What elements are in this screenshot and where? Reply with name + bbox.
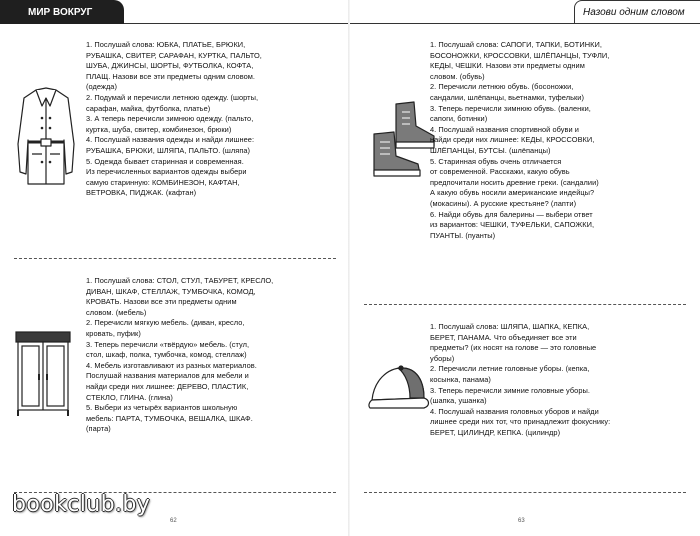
- text-line: КРОВАТЬ. Назови все эти предметы одним: [86, 297, 237, 307]
- text-line: 3. Теперь перечисли зимние головные уборы.: [430, 385, 590, 395]
- text-line: 3. Теперь перечисли «твёрдую» мебель. (стул,: [86, 339, 250, 349]
- text-line: БЕРЕТ, ЦИЛИНДР, КЕПКА. (цилиндр): [430, 427, 561, 437]
- watermark: bookclub.by: [12, 492, 151, 517]
- text-line: 4. Послушай названия головных уборов и найди: [430, 406, 599, 416]
- cap-icon: [368, 364, 432, 414]
- right-page: [350, 0, 700, 536]
- wardrobe-icon: [14, 330, 72, 418]
- text-line: предпочитали носить древние греки. (сандалии): [430, 177, 599, 187]
- text-line: от современной. Расскажи, какую обувь: [430, 167, 570, 177]
- section-divider: [364, 304, 686, 305]
- text-line: 2. Подумай и перечисли летнюю одежду. (шорты,: [86, 92, 259, 102]
- text-line: 1. Послушай слова: ЮБКА, ПЛАТЬЕ, БРЮКИ,: [86, 40, 246, 49]
- text-line: (мокасины). А русские крестьяне? (лапти): [430, 198, 577, 208]
- text-line: 3. Теперь перечисли зимнюю обувь. (валенки,: [430, 103, 591, 113]
- text-line: кровать, пуфик): [86, 328, 141, 338]
- section-divider: [364, 492, 686, 493]
- text-line: 4. Послушай названия спортивной обуви и: [430, 124, 579, 134]
- text-line: стол, шкаф, полка, тумбочка, комод, стеллаж): [86, 350, 247, 360]
- text-line: ПЛАЩ. Назови все эти предметы одним словом.: [86, 71, 256, 81]
- coat-icon: [14, 84, 78, 188]
- text-line: 1. Послушай слова: САПОГИ, ТАПКИ, БОТИНКИ,: [430, 40, 602, 49]
- text-line: 6. Найди обувь для балерины — выбери ответ: [430, 209, 593, 219]
- section-divider: [14, 258, 336, 259]
- text-line: 5. Выбери из четырёх вариантов школьную: [86, 403, 238, 413]
- text-line: ПУАНТЫ. (пуанты): [430, 230, 496, 240]
- text-line: лишнее среди них тот, что принадлежит фокуснику:: [430, 417, 611, 427]
- text-line: мебель: ПАРТА, ТУМБОЧКА, ВЕШАЛКА, ШКАФ.: [86, 413, 253, 423]
- text-line: РУБАШКА, СВИТЕР, САРАФАН, КУРТКА, ПАЛЬТО,: [86, 50, 262, 60]
- boots-icon: [366, 98, 438, 182]
- hats-exercises: [430, 322, 686, 439]
- text-line: БЕРЕТ, ПАНАМА. Что объединяет все эти: [430, 332, 577, 342]
- shoes-exercises: [430, 40, 686, 241]
- text-line: (шапка, ушанка): [430, 396, 487, 406]
- text-line: сарафан, майка, футболка, платье): [86, 103, 211, 113]
- text-line: ШЛЁПАНЦЫ, БУТСЫ. (шлёпанцы): [430, 145, 551, 155]
- text-line: 4. Мебель изготавливают из разных материалов.: [86, 360, 257, 370]
- text-line: 5. Одежда бывает старинная и современная.: [86, 156, 244, 166]
- left-header-rule: [124, 23, 350, 24]
- text-line: 2. Перечисли летнюю обувь. (босоножки,: [430, 82, 574, 92]
- text-line: словом. (обувь): [430, 71, 485, 81]
- clothes-exercises: [86, 40, 338, 199]
- text-line: 1. Послушай слова: ШЛЯПА, ШАПКА, КЕПКА,: [430, 322, 590, 331]
- text-line: 2. Перечисли мягкую мебель. (диван, кресло,: [86, 318, 245, 328]
- text-line: косынка, панама): [430, 374, 491, 384]
- text-line: найди среди них лишнее: КЕДЫ, КРОССОВКИ,: [430, 135, 595, 145]
- text-line: куртка, шуба, свитер, комбинезон, брюки): [86, 124, 232, 134]
- page-number: 62: [170, 518, 177, 524]
- text-line: 5. Старинная обувь очень отличается: [430, 156, 562, 166]
- text-line: 2. Перечисли летние головные уборы. (кепка,: [430, 364, 590, 374]
- text-line: (парта): [86, 424, 111, 434]
- text-line: СТЕКЛО, ГЛИНА. (глина): [86, 392, 173, 402]
- left-header: МИР ВОКРУГ: [0, 0, 124, 24]
- text-line: ВЕТРОВКА, ПИДЖАК. (кафтан): [86, 188, 197, 198]
- text-line: ДИВАН, ШКАФ, СТЕЛЛАЖ, ТУМБОЧКА, КОМОД,: [86, 286, 256, 296]
- right-header-rule: [350, 23, 574, 24]
- furniture-exercises: [86, 276, 338, 435]
- text-line: из вариантов: ЧЕШКИ, ТУФЕЛЬКИ, САПОЖКИ,: [430, 220, 595, 230]
- text-line: найди среди них лишнее: ДЕРЕВО, ПЛАСТИК,: [86, 381, 249, 391]
- text-line: (одежда): [86, 82, 117, 92]
- text-line: 3. А теперь перечисли зимнюю одежду. (пальто,: [86, 114, 254, 124]
- text-line: Из перечисленных вариантов одежды выбери: [86, 167, 247, 177]
- text-line: предметы? (их носят на голове — это головные: [430, 343, 597, 353]
- text-line: уборы): [430, 353, 455, 363]
- right-header: Назови одним словом: [574, 0, 700, 24]
- text-line: КЕДЫ, ЧЕШКИ. Назови эти предметы одним: [430, 61, 585, 71]
- text-line: 1. Послушай слова: СТОЛ, СТУЛ, ТАБУРЕТ, КРЕСЛО,: [86, 276, 274, 285]
- text-line: РУБАШКА, БРЮКИ, ШЛЯПА, ПАЛЬТО. (шляпа): [86, 145, 251, 155]
- text-line: ШУБА, ДЖИНСЫ, ШОРТЫ, ФУТБОЛКА, КОФТА,: [86, 61, 254, 71]
- text-line: 4. Послушай названия одежды и найди лишнее:: [86, 135, 255, 145]
- text-line: сапоги, ботинки): [430, 114, 488, 124]
- page-number: 63: [518, 518, 525, 524]
- text-line: БОСОНОЖКИ, КРОССОВКИ, ШЛЁПАНЦЫ, ТУФЛИ,: [430, 50, 610, 60]
- text-line: самую старинную: КОМБИНЕЗОН, КАФТАН,: [86, 177, 240, 187]
- text-line: Послушай названия материалов для мебели и: [86, 371, 249, 381]
- text-line: словом. (мебель): [86, 307, 147, 317]
- text-line: сандалии, шлёпанцы, вьетнамки, туфельки): [430, 92, 584, 102]
- text-line: А какую обувь носили американские индейцы?: [430, 188, 595, 198]
